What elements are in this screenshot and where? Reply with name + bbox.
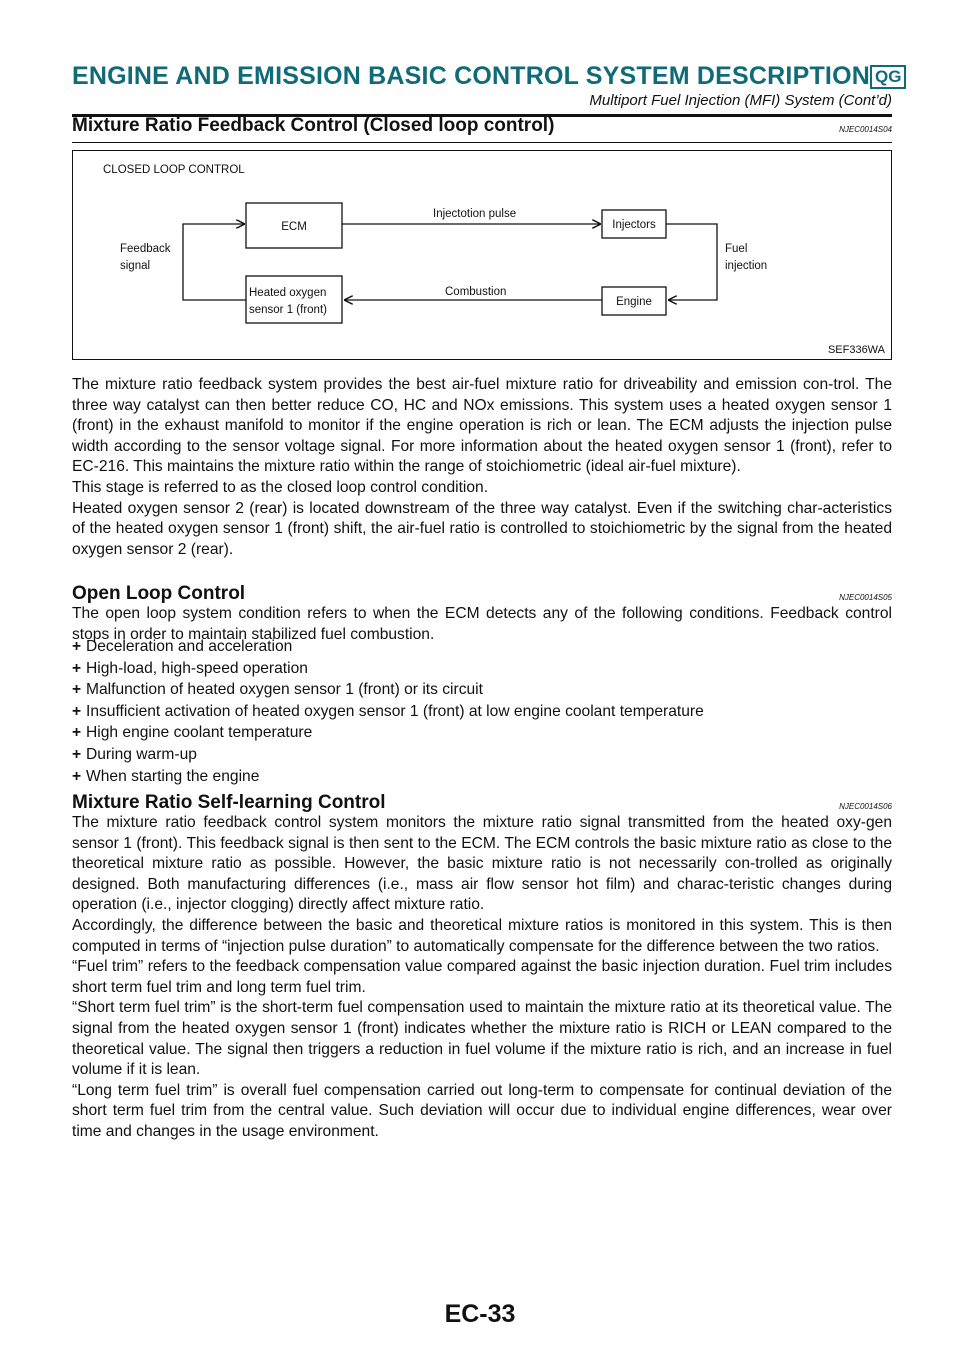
list-item [72,636,892,658]
fuel-injection-path [666,224,717,300]
header-subtitle: Multiport Fuel Injection (MFI) System (Cont’d) [589,92,892,109]
section-heading-open-loop [72,583,892,605]
list-item-text: High engine coolant temperature [86,724,313,742]
injection-pulse-label: Injectotion pulse [433,208,517,220]
paragraph: “Long term fuel trim” is overall fuel compensation carried out long-term to compensate for continual deviation of the short term fuel trim from the central value. Such deviation will occur due to individual engine differences, wear over time and changes in the usage environment. [72,1081,892,1140]
list-item-text: Deceleration and acceleration [86,638,293,655]
section-code: NJEC0014S06 [839,802,892,811]
list-item [72,722,892,744]
header-title: ENGINE AND EMISSION BASIC CONTROL SYSTEM DESCRIPTION [72,62,870,90]
paragraph: “Fuel trim” refers to the feedback compensation value compared against the basic injection duration. Fuel trim includes short term fuel trim and long term fuel trim. [72,958,892,996]
feedback-label-line2: signal [120,260,151,272]
header-title-row [72,62,902,91]
list-item-text: Insufficient activation of heated oxygen sensor 1 (front) at low engine coolant temperature [86,702,704,720]
bullet-mark: + [72,659,82,677]
list-item [72,679,892,701]
section-heading-feedback [72,115,892,137]
section-title: Mixture Ratio Feedback Control (Closed loop control) [72,115,555,136]
ecm-label: ECM [281,221,307,233]
open-loop-conditions-list [72,636,892,787]
paragraph: The open loop system condition refers to when the ECM detects any of the following conditions. Feedback control stops in order to maintain stabilized fuel combustion. [72,605,892,643]
combustion-label: Combustion [445,286,507,298]
list-item [72,766,892,788]
list-item-text: When starting the engine [86,767,260,785]
bullet-mark: + [72,702,82,720]
feedback-signal-path [183,224,246,300]
section-badge: QG [870,65,906,89]
section-title: Open Loop Control [72,583,246,604]
section-heading-self-learning [72,792,892,814]
paragraph: This stage is referred to as the closed loop control condition. [72,478,489,496]
list-item-text: Malfunction of heated oxygen sensor 1 (front) or its circuit [86,681,483,699]
bullet-mark: + [72,767,82,785]
bullet-mark: + [72,638,82,655]
paragraph: The mixture ratio feedback control system monitors the mixture ratio signal transmitted from the heated oxy-gen sensor 1 (front). This feedback signal is then sent to the ECM. The ECM controls the basic mixture ratio as close to the theoretical mixture ratio as possible. However, the basic mixture ratio is not necessarily con-trolled as originally designed. Both manufacturing differences (i.e., mass air flow sensor hot film) and charac-teristic changes during operation (i.e., injector clogging) directly affect mixture ratio. [72,814,892,914]
feedback-label-line1: Feedback [120,243,171,255]
section-code: NJEC0014S04 [839,125,892,134]
section-code: NJEC0014S05 [839,593,892,602]
paragraph: Accordingly, the difference between the basic and theoretical mixture ratios is monitored in this system. This is then computed in terms of “injection pulse duration” to automatically compensate for the difference between the two ratios. [72,916,892,955]
page-header [72,62,902,117]
list-item-text: During warm-up [86,745,197,763]
bullet-mark: + [72,681,82,699]
self-learning-body [72,813,892,1143]
feedback-body [72,375,892,560]
bullet-mark: + [72,745,82,763]
closed-loop-diagram [72,150,892,360]
figure-id: SEF336WA [827,344,885,356]
list-item-text: High-load, high-speed operation [86,659,308,677]
list-item [72,744,892,766]
diagram-heading: CLOSED LOOP CONTROL [103,164,245,176]
heated-sensor-label-line1: Heated oxygen [249,287,327,299]
paragraph: The mixture ratio feedback system provides the best air-fuel mixture ratio for driveability and emission con-trol. The three way catalyst can then better reduce CO, HC and NOx emissions. This system uses a heated oxygen sensor 1 (front) in the exhaust manifold to monitor if the engine operation is rich or lean. The ECM adjusts the injection pulse width according to the sensor voltage signal. For more information about the heated oxygen sensor 1 (front), refer to EC-216. This maintains the mixture ratio within the range of stoichiometric (ideal air-fuel mixture). [72,376,892,476]
engine-label: Engine [616,296,652,308]
section-rule [72,142,892,143]
fuel-label-line1: Fuel [725,243,748,255]
section-title: Mixture Ratio Self-learning Control [72,792,386,813]
injectors-label: Injectors [612,219,656,231]
fuel-label-line2: injection [725,260,768,272]
bullet-mark: + [72,724,82,742]
list-item [72,658,892,680]
page-number: EC-33 [444,1300,516,1328]
list-item [72,701,892,723]
paragraph: “Short term fuel trim” is the short-term fuel compensation used to maintain the mixture ratio at its theoretical value. The signal from the heated oxygen sensor 1 (front) indicates whether the mixture ratio is RICH or LEAN compared to the theoretical value. The signal then triggers a reduction in fuel volume if the mixture ratio is rich, and an increase in fuel volume if it is lean. [72,999,892,1079]
heated-sensor-label-line2: sensor 1 (front) [249,304,327,316]
diagram-svg [73,151,893,361]
paragraph: Heated oxygen sensor 2 (rear) is located downstream of the three way catalyst. Even if the switching char-acteristics of the heated oxygen sensor 1 (front) shift, the air-fuel ratio is controlled to stoichiometric by the signal from the heated oxygen sensor 2 (rear). [72,499,892,558]
